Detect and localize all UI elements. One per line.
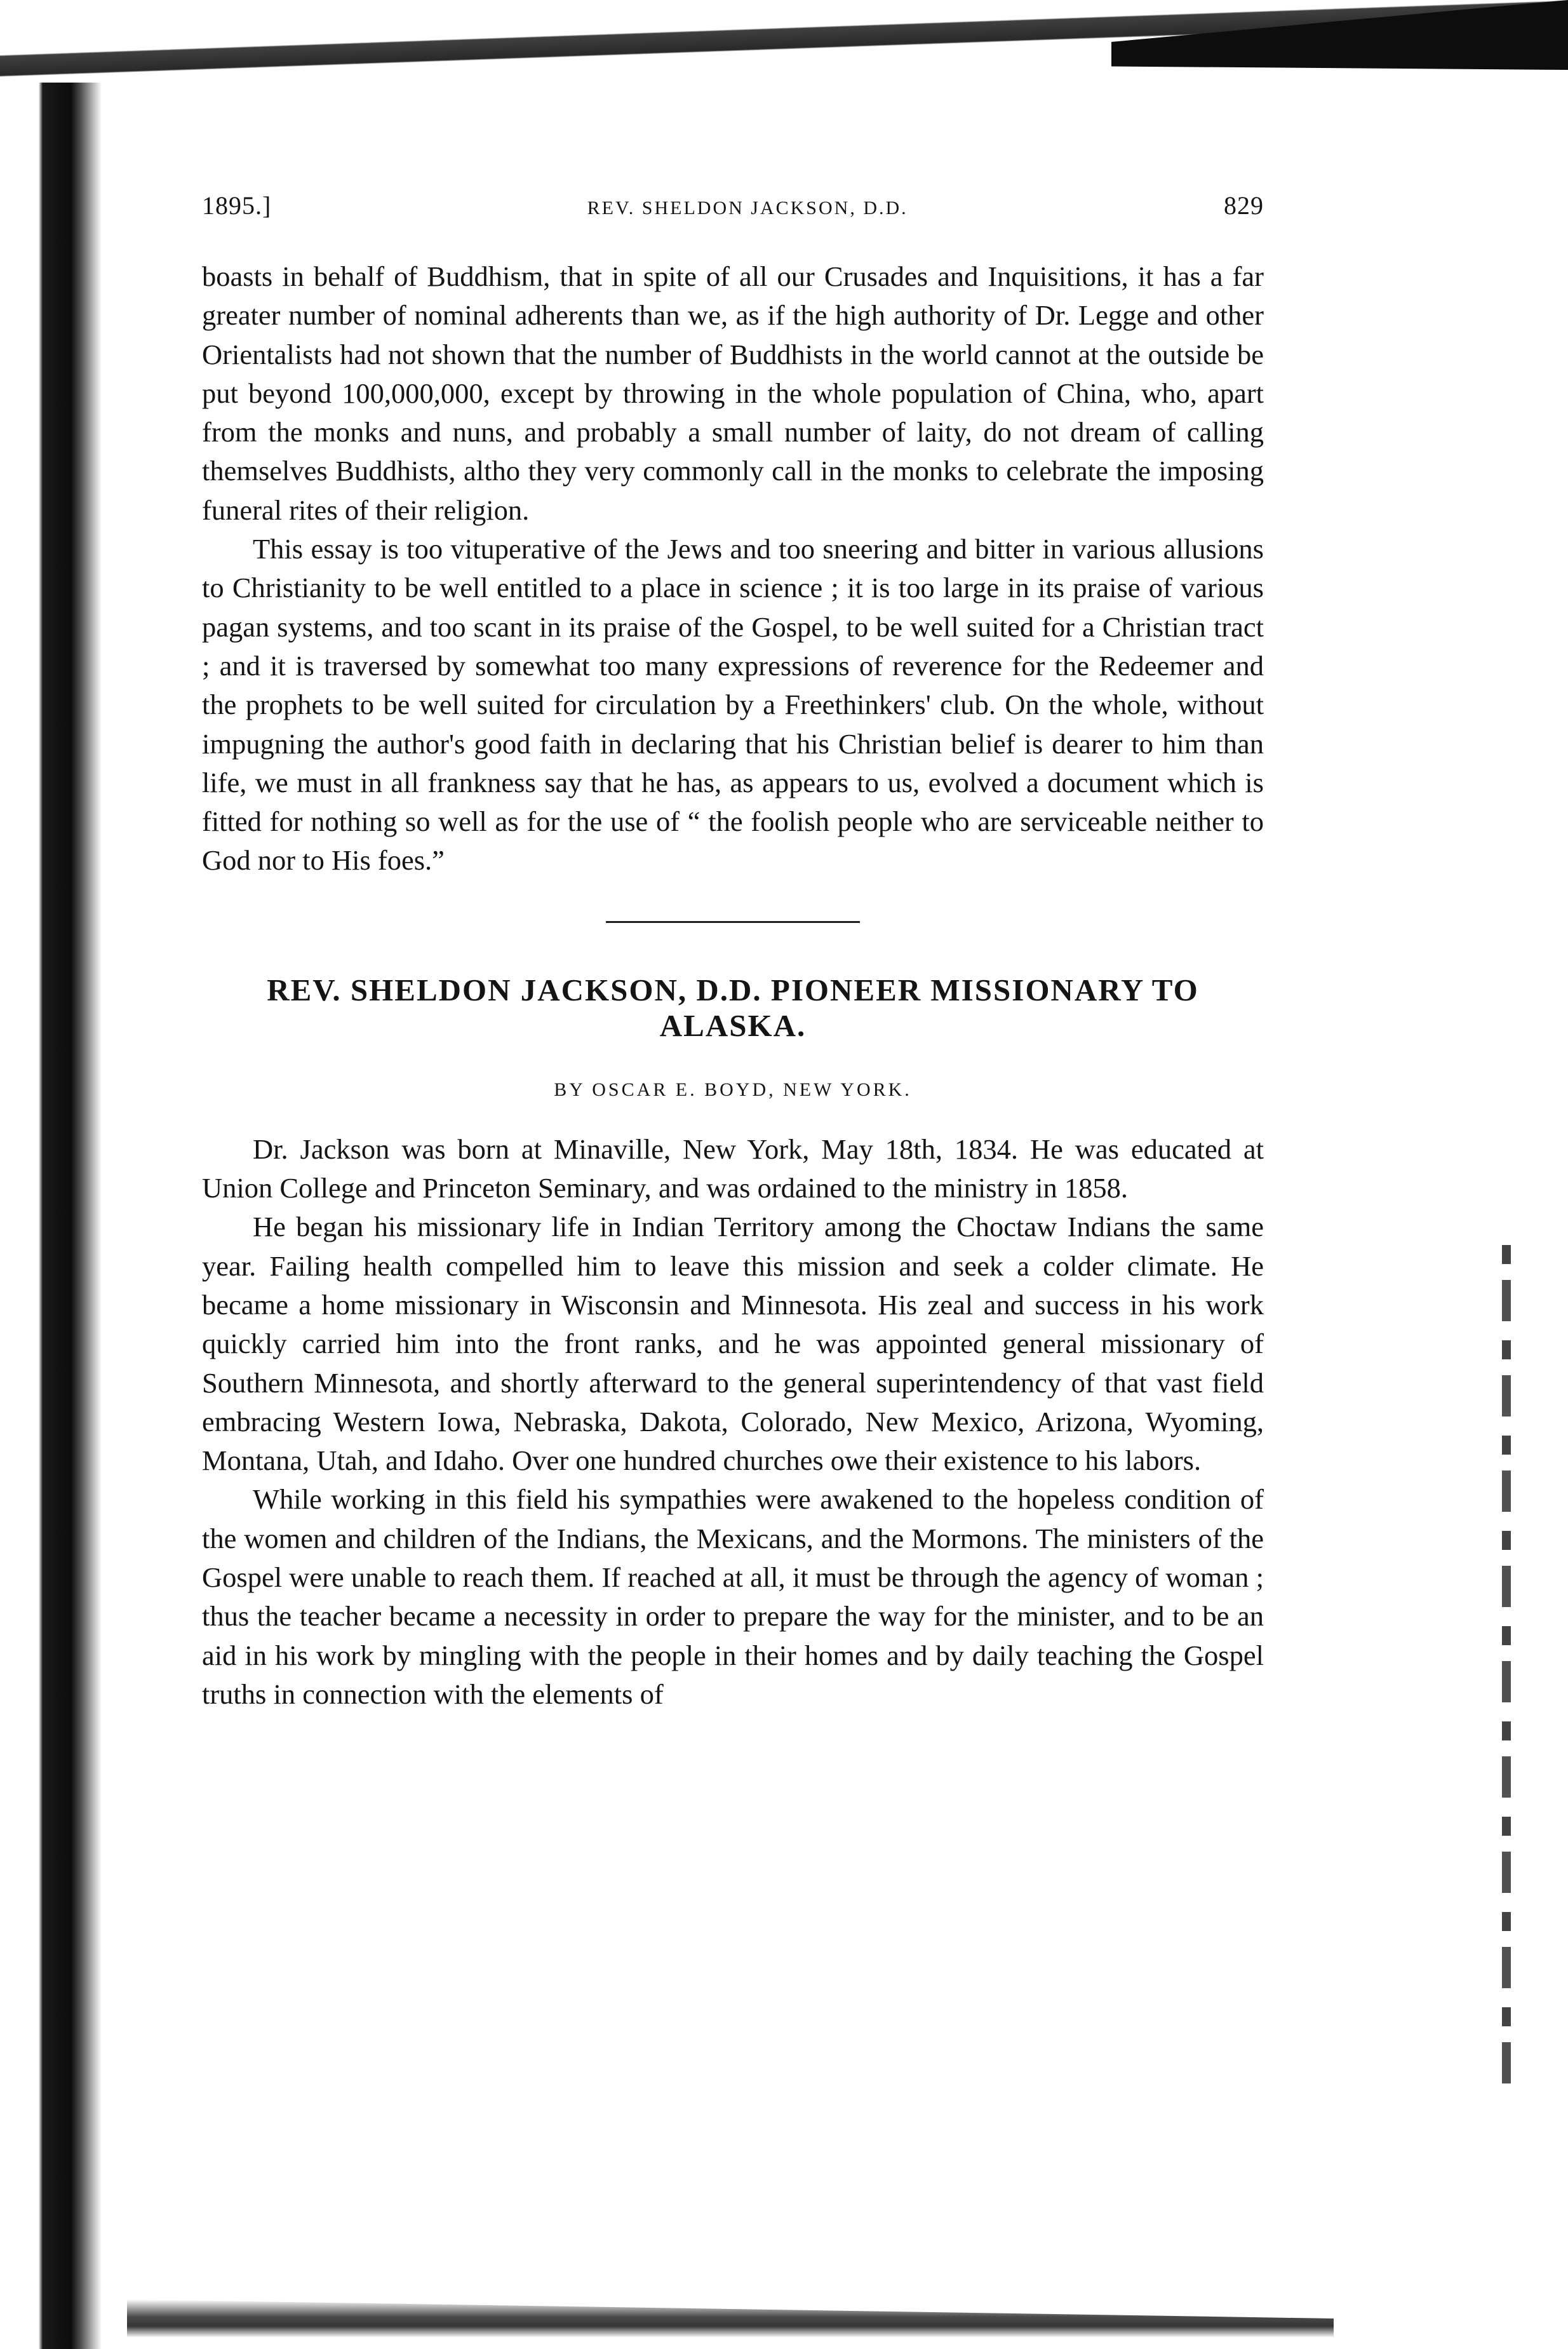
running-head-year: 1895.] <box>202 191 272 220</box>
article-byline: BY OSCAR E. BOYD, NEW YORK. <box>554 1079 912 1100</box>
article-title <box>202 973 1264 1044</box>
prior-article-paragraph-2: This essay is too vituperative of the Jews and too sneering and bitter in various allusions to Christianity to be well entitled to a place in science ; it is too large in its praise of various pagan systems, and too scant in its praise of the Gospel, to be well suited for a Christian tract ; and it is traversed by somewhat too many expressions of reverence for the Redeemer and the prophets to be well suited for circulation by a Freethinkers' club. On the whole, without impugning the author's good faith in declaring that his Christian belief is dearer to him than life, we must in all frankness say that he has, as appears to us, evolved a document which is fitted for nothing so well as for the use of “ the foolish people who are serviceable neither to God nor to His foes.” <box>202 533 1264 877</box>
article-title-line-1: REV. SHELDON JACKSON, D.D. PIONEER MISSIONARY TO <box>267 972 1199 1007</box>
article-title-line-2: ALASKA. <box>659 1007 807 1043</box>
scan-right-margin-mark <box>1502 1245 1511 2083</box>
page-number: 829 <box>1223 191 1264 220</box>
scan-bottom-shadow <box>127 2299 1334 2338</box>
running-head <box>202 191 1264 220</box>
article-paragraph-1: Dr. Jackson was born at Minaville, New York, May 18th, 1834. He was educated at Union College and Princeton Seminary, and was ordained to the ministry in 1858. <box>202 1133 1264 1204</box>
section-divider-rule <box>606 921 860 923</box>
prior-article-paragraph-1: boasts in behalf of Buddhism, that in spite of all our Crusades and Inquisitions, it has a far greater number of nominal adherents than we, as if the high authority of Dr. Legge and other Orientalists had not shown that the number of Buddhists in the world cannot at the outside be put beyond 100,000,000, except by throwing in the whole population of China, who, apart from the monks and nuns, and probably a small number of laity, do not dream of calling themselves Buddhists, altho they very commonly call in the monks to celebrate the imposing funeral rites of their religion. <box>202 260 1264 526</box>
page-content <box>202 191 1264 1714</box>
article-paragraph-2: He began his missionary life in Indian Territory among the Choctaw Indians the same year. Failing health compelled him to leave this mission and seek a colder climate. He became a home missionary in Wisconsin and Minnesota. His zeal and success in his work quickly carried him into the front ranks, and he was appointed general missionary of Southern Minnesota, and shortly afterward to the general superintendency of that vast field embracing Western Iowa, Nebraska, Dakota, Colorado, New Mexico, Arizona, Wyoming, Montana, Utah, and Idaho. Over one hundred churches owe their existence to his labors. <box>202 1211 1264 1477</box>
article-paragraph-3: While working in this field his sympathies were awakened to the hopeless condition of the women and children of the Indians, the Mexicans, and the Mormons. The ministers of the Gospel were unable to reach them. If reached at all, it must be through the agency of woman ; thus the teacher became a necessity in order to prepare the way for the minister, and to be an aid in his work by mingling with the people in their homes and by daily teaching the Gospel truths in connection with the elements of <box>202 1483 1264 1710</box>
running-head-title: REV. SHELDON JACKSON, D.D. <box>587 198 908 219</box>
scan-binding-shadow <box>0 83 102 2349</box>
